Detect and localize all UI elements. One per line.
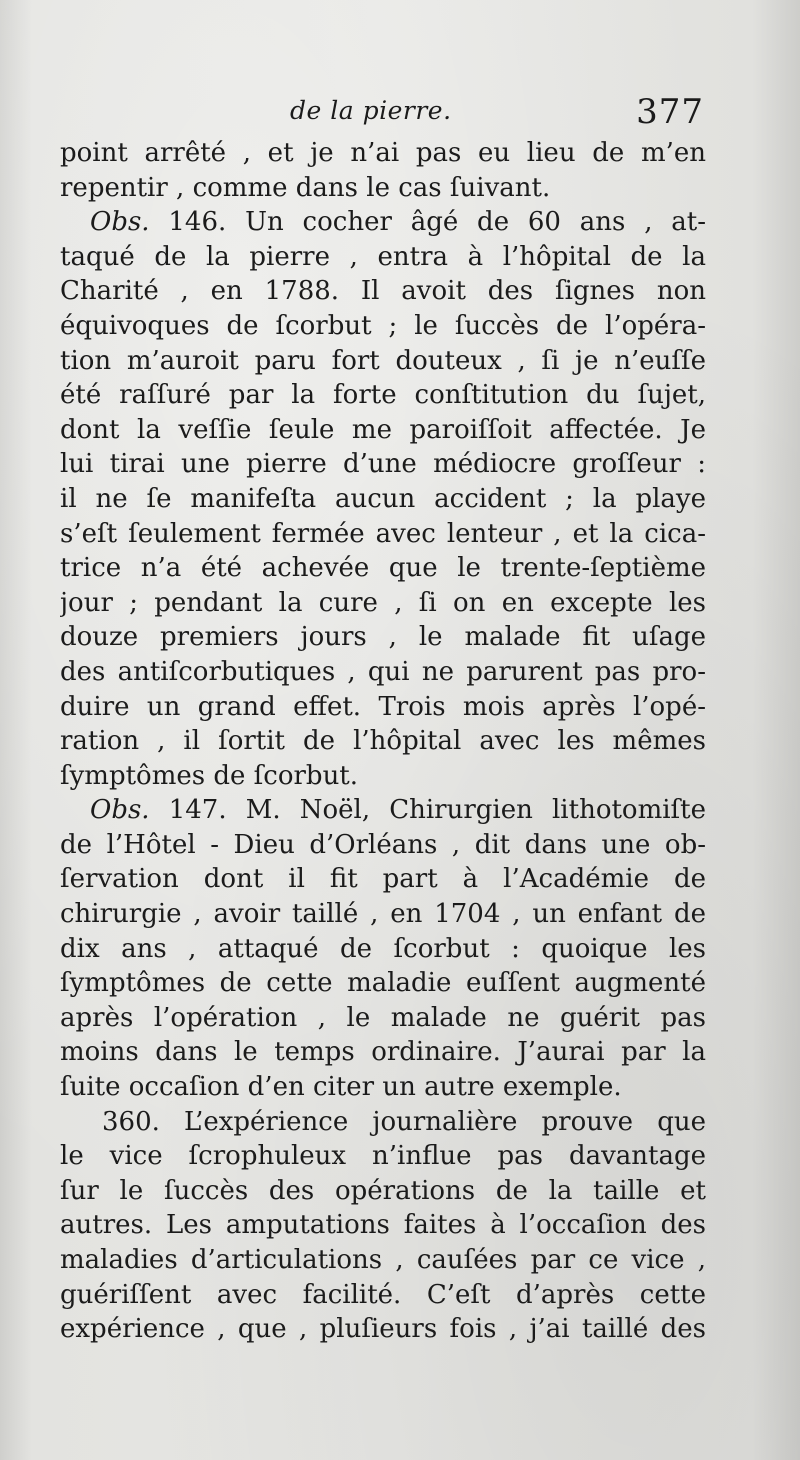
text-line: des antiſcorbutiques , qui ne parurent pas pro- (60, 656, 706, 687)
text-line: ſymptômes de cette maladie euſſent augmenté (60, 968, 706, 999)
text-line: repentir , comme dans le cas ſuivant. (60, 172, 551, 203)
text-line: Charité , en 1788. Il avoit des ſignes non (60, 276, 706, 307)
text-line-obs-147: Obs. 147. M. Noël, Chirurgien lithotomiſte (90, 795, 706, 826)
page-header (0, 92, 800, 136)
text-line-paragraph-360: 360. L’expérience journalière prouve que (102, 1106, 706, 1137)
text-line: de l’Hôtel - Dieu d’Orléans , dit dans une ob- (60, 829, 706, 860)
page-number: 377 (636, 92, 704, 132)
text-line: dix ans , attaqué de ſcorbut : quoique les (60, 933, 706, 964)
text-line: été raſſuré par la forte conſtitution du ſujet, (60, 380, 706, 411)
text-line: chirurgie , avoir taillé , en 1704 , un enfant de (60, 899, 706, 930)
text-line: ſur le ſuccès des opérations de la taille et (60, 1175, 706, 1206)
body-text (60, 136, 706, 1347)
text-line: ration , il ſortit de l’hôpital avec les mêmes (60, 726, 706, 757)
text-line: équivoques de ſcorbut ; le ſuccès de l’opéra- (60, 310, 706, 341)
text-line: ſymptômes de ſcorbut. (60, 760, 359, 791)
text-line: après l’opération , le malade ne guérit pas (60, 1002, 706, 1033)
text-line: jour ; pendant la cure , ſi on en excepte les (60, 587, 706, 618)
text-line: guériſſent avec facilité. C’eſt d’après cette (60, 1279, 706, 1310)
text-line: taqué de la pierre , entra à l’hôpital de la (60, 241, 706, 272)
text-line: dont la veſſie ſeule me paroiſſoit affectée. Je (60, 414, 706, 445)
obs-label: Obs. (90, 795, 150, 826)
text-line: douze premiers jours , le malade fit uſage (60, 622, 706, 653)
text-line: tion m’auroit paru fort douteux , ſi je n’euſſe (60, 345, 706, 376)
text-line: autres. Les amputations faites à l’occaſion des (60, 1210, 706, 1241)
text-line: duire un grand effet. Trois mois après l’opé- (60, 691, 706, 722)
text-line: lui tirai une pierre d’une médiocre groſſeur : (60, 449, 706, 480)
text-line: point arrêté , et je n’ai pas eu lieu de m’en (60, 138, 706, 168)
text-line: trice n’a été achevée que le trente-ſeptième (60, 553, 706, 584)
text-line: il ne ſe manifeſta aucun accident ; la playe (60, 483, 706, 514)
text-line: ſervation dont il fit part à l’Académie de (60, 864, 706, 895)
running-title: de la pierre. (290, 96, 452, 125)
text-line: le vice ſcrophuleux n’influe pas davantage (60, 1141, 706, 1172)
text-line: ſuite occaſion d’en citer un autre exemple. (60, 1072, 622, 1103)
text-line: moins dans le temps ordinaire. J’aurai par la (60, 1037, 706, 1068)
text-line: expérience , que , pluſieurs fois , j’ai taillé des (60, 1314, 706, 1345)
text-line-obs-146: Obs. 146. Un cocher âgé de 60 ans , at- (90, 207, 706, 238)
obs-label: Obs. (90, 207, 150, 238)
text-line: maladies d’articulations , cauſées par ce vice , (60, 1245, 706, 1275)
text-line: s’eſt ſeulement fermée avec lenteur , et la cica- (60, 518, 706, 549)
